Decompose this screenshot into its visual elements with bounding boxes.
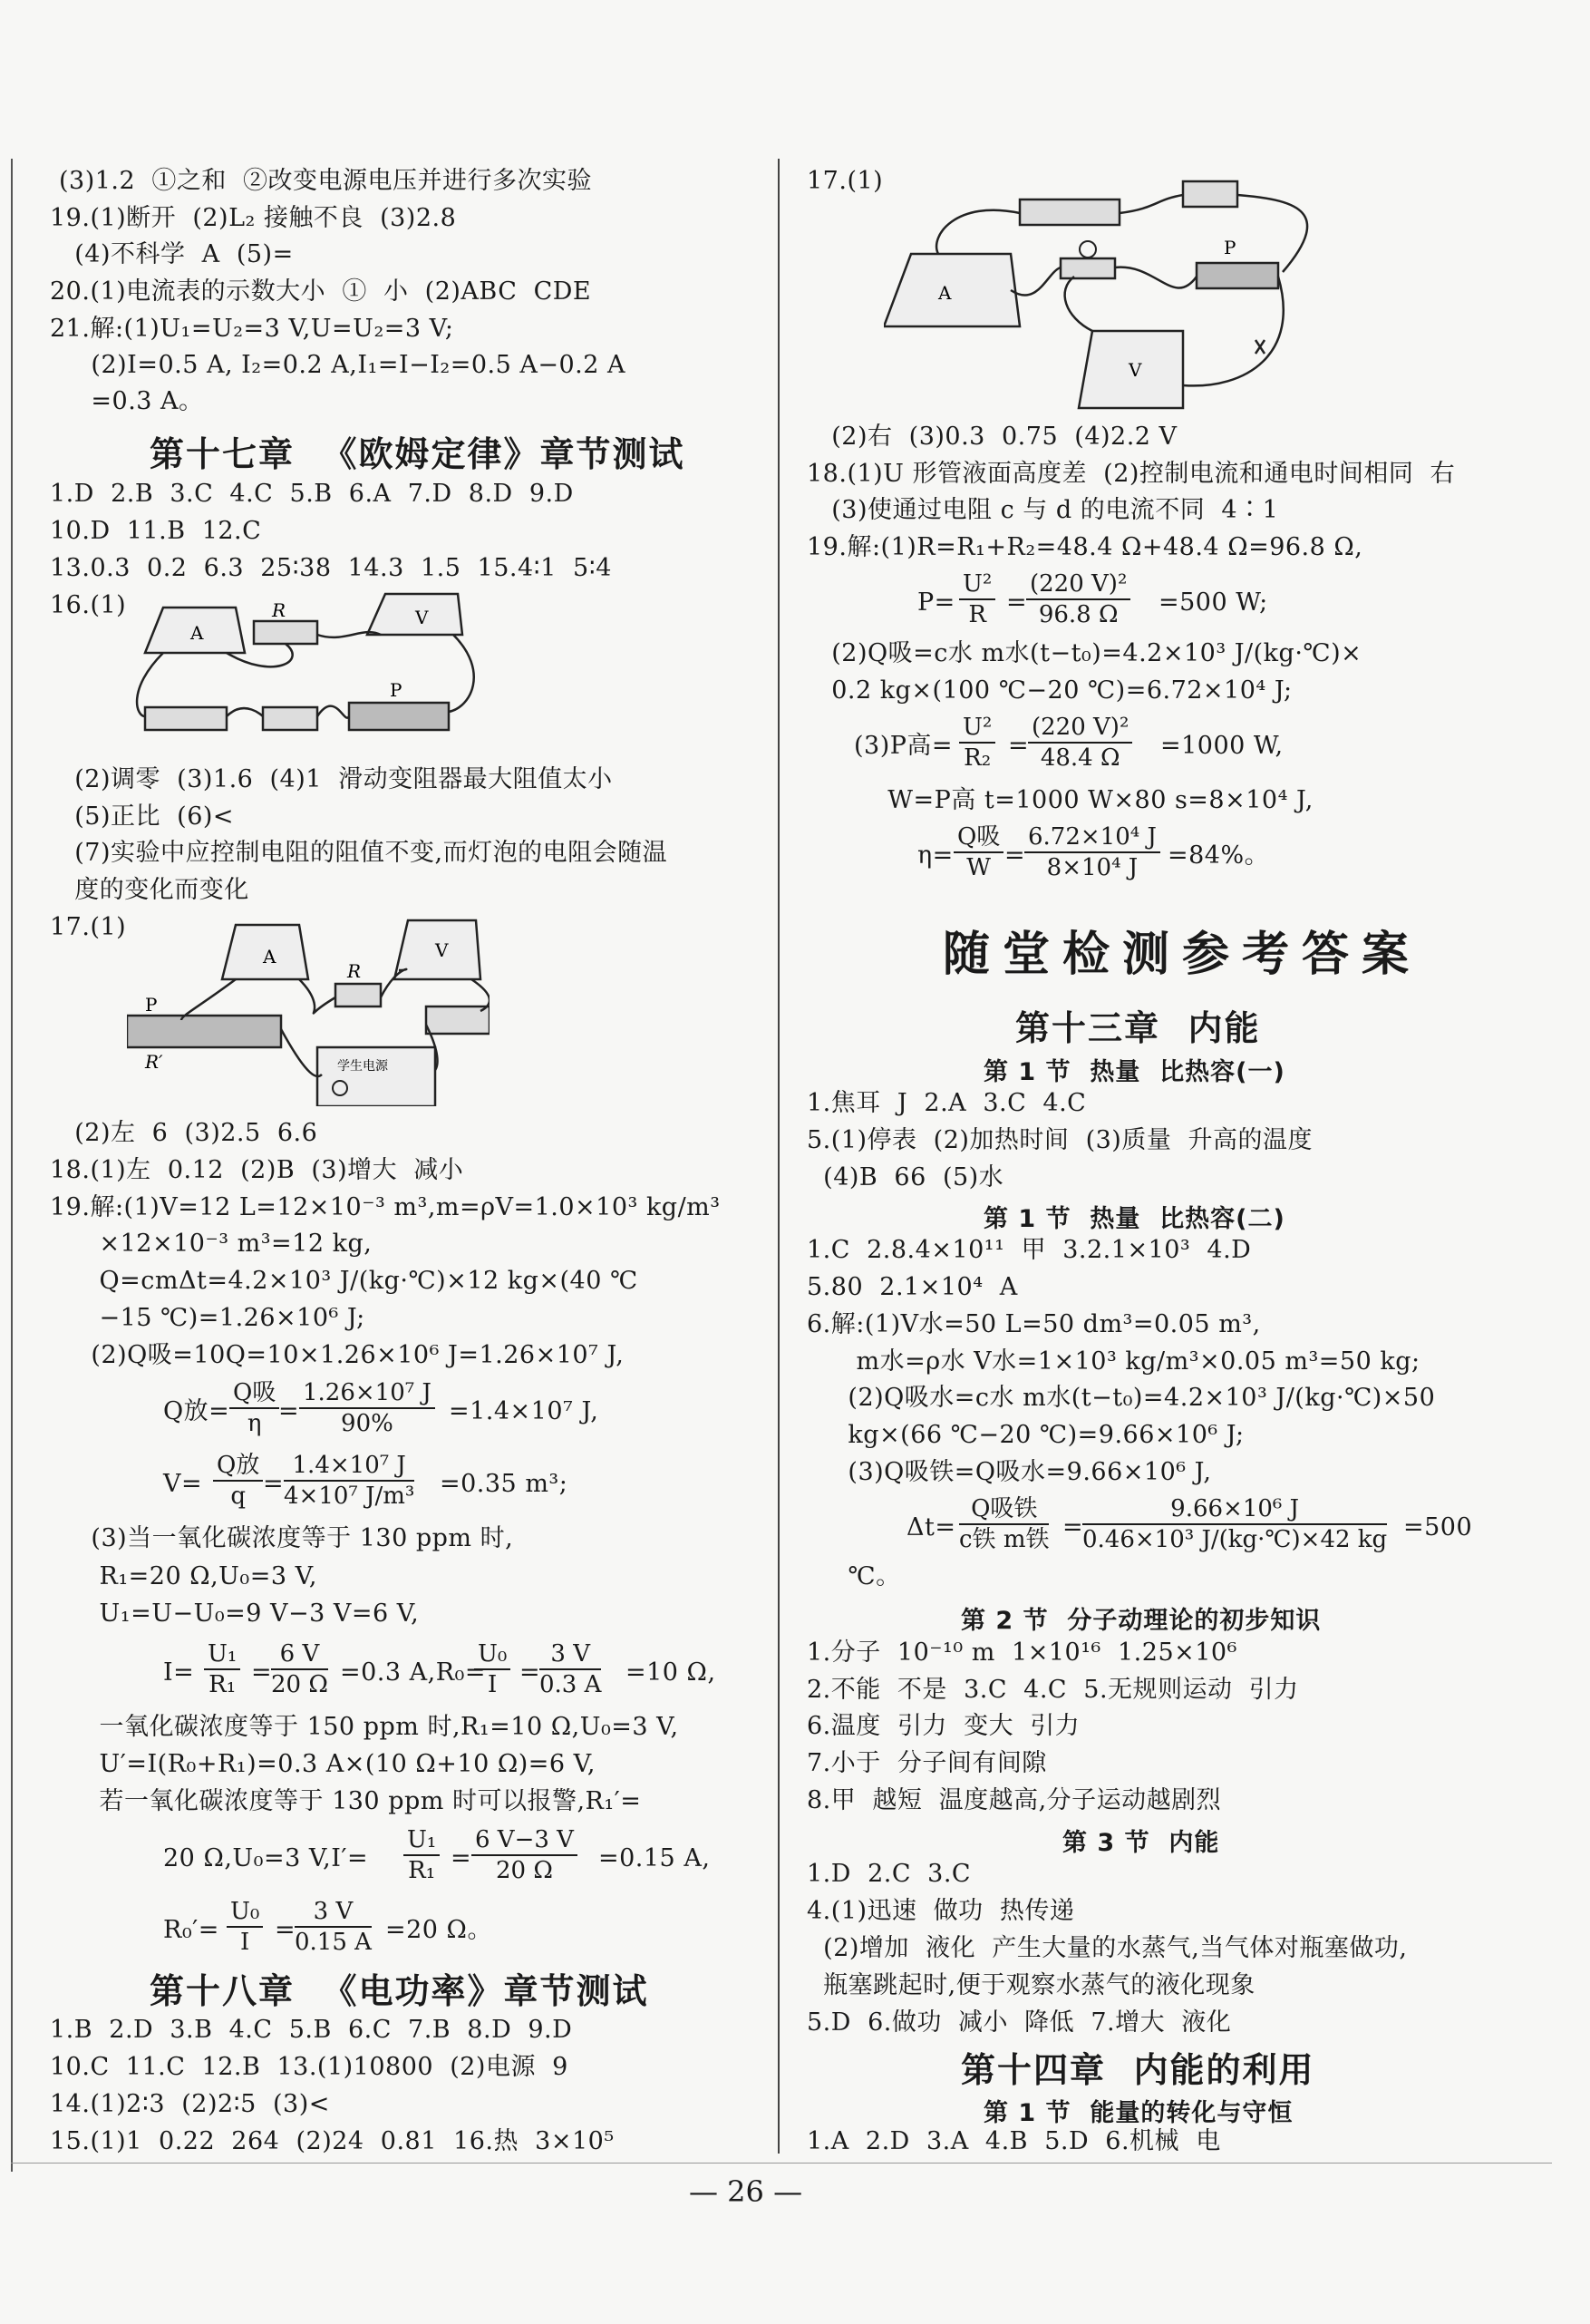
column-divider bbox=[778, 159, 780, 2154]
section-title: 第 1 节 能量的转化与守恒 bbox=[984, 2099, 1294, 2127]
page-title: 随堂检测参考答案 bbox=[943, 927, 1422, 982]
answer-line: 19.(1)断开 (2)L₂ 接触不良 (3)2.8 bbox=[50, 204, 457, 232]
circuit-figure-17 bbox=[127, 916, 490, 1106]
answer-line: 4.(1)迅速 做功 热传递 bbox=[807, 1897, 1075, 1925]
resistor-label: R bbox=[272, 599, 286, 621]
section-title: 第 1 节 热量 比热容(二) bbox=[984, 1205, 1285, 1233]
answer-line: ×12×10⁻³ m³=12 kg, bbox=[50, 1230, 373, 1258]
answer-line: 7.小于 分子间有间隙 bbox=[807, 1749, 1047, 1777]
chapter-13-title: 第十三章 内能 bbox=[1015, 1008, 1261, 1048]
chapter-14-title: 第十四章 内能的利用 bbox=[961, 2050, 1315, 2090]
answer-line: U₁=U−U₀=9 V−3 V=6 V, bbox=[50, 1600, 420, 1628]
section-title: 第 3 节 内能 bbox=[1062, 1829, 1220, 1857]
footer-rule bbox=[11, 2163, 1552, 2164]
answer-line: 1.D 2.C 3.C bbox=[807, 1860, 972, 1888]
answer-line: (2)调零 (3)1.6 (4)1 滑动变阻器最大阻值太小 bbox=[50, 765, 613, 793]
answer-line: (3)使通过电阻 c 与 d 的电流不同 4∶1 bbox=[807, 496, 1279, 524]
answer-line: 10.D 11.B 12.C bbox=[50, 517, 262, 545]
voltmeter-label: V bbox=[1129, 359, 1142, 381]
answer-line: 0.2 kg×(100 ℃−20 ℃)=6.72×10⁴ J; bbox=[807, 676, 1293, 705]
ammeter-label: A bbox=[190, 622, 204, 644]
answer-line: (2)左 6 (3)2.5 6.6 bbox=[50, 1119, 318, 1147]
answer-line: 10.C 11.C 12.B 13.(1)10800 (2)电源 9 bbox=[50, 2053, 568, 2081]
voltmeter-label: V bbox=[435, 939, 449, 961]
answer-line: (3)当一氧化碳浓度等于 130 ppm 时, bbox=[50, 1524, 514, 1552]
rheostat-label: R′ bbox=[145, 1051, 163, 1073]
answer-line: 2.不能 不是 3.C 4.C 5.无规则运动 引力 bbox=[807, 1676, 1299, 1704]
answer-line: 1.C 2.8.4×10¹¹ 甲 3.2.1×10³ 4.D bbox=[807, 1236, 1252, 1264]
answer-line: W=P高 t=1000 W×80 s=8×10⁴ J, bbox=[863, 786, 1314, 814]
answer-line: 19.解:(1)V=12 L=12×10⁻³ m³,m=ρV=1.0×10³ kg/m³ bbox=[50, 1193, 721, 1221]
answer-line: (2)Q吸=10Q=10×1.26×10⁶ J=1.26×10⁷ J, bbox=[50, 1341, 625, 1369]
answer-line: 5.D 6.做功 减小 降低 7.增大 液化 bbox=[807, 2008, 1232, 2037]
chapter-18-title: 第十八章 《电功率》章节测试 bbox=[150, 1971, 649, 2011]
answer-line: 瓶塞跳起时,便于观察水蒸气的液化现象 bbox=[807, 1971, 1256, 1999]
answer-line: R₁=20 Ω,U₀=3 V, bbox=[50, 1562, 318, 1590]
answer-line: =0.3 A。 bbox=[50, 387, 204, 415]
answer-line: Q=cmΔt=4.2×10³ J/(kg·℃)×12 kg×(40 ℃ bbox=[50, 1267, 638, 1295]
answer-line: 5.(1)停表 (2)加热时间 (3)质量 升高的温度 bbox=[807, 1126, 1313, 1154]
answer-line: 17.(1) bbox=[50, 913, 127, 941]
answer-line: (3)Q吸铁=Q吸水=9.66×10⁶ J, bbox=[807, 1458, 1212, 1486]
answer-line: −15 ℃)=1.26×10⁶ J; bbox=[50, 1304, 365, 1332]
answer-line: 20.(1)电流表的示数大小 ① 小 (2)ABC CDE bbox=[50, 277, 592, 306]
section-title: 第 2 节 分子动理论的初步知识 bbox=[961, 1607, 1322, 1635]
answer-line: 6.温度 引力 变大 引力 bbox=[807, 1712, 1081, 1740]
power-supply-label: 学生电源 bbox=[337, 1059, 388, 1074]
answer-line: (3)1.2 ①之和 ②改变电源电压并进行多次实验 bbox=[59, 167, 593, 195]
circuit-figure-16 bbox=[127, 589, 490, 744]
answer-line: (4)不科学 A (5)= bbox=[50, 240, 294, 268]
ammeter-label: A bbox=[263, 946, 276, 968]
answer-line: 21.解:(1)U₁=U₂=3 V,U=U₂=3 V; bbox=[50, 315, 454, 343]
answer-line: 17.(1) bbox=[807, 167, 884, 195]
answer-line: 15.(1)1 0.22 264 (2)24 0.81 16.热 3×10⁵ bbox=[50, 2127, 615, 2155]
voltmeter-label: V bbox=[415, 607, 429, 628]
answer-line: 18.(1)左 0.12 (2)B (3)增大 减小 bbox=[50, 1156, 464, 1184]
answer-line: (2)Q吸水=c水 m水(t−t₀)=4.2×10³ J/(kg·℃)×50 bbox=[807, 1384, 1436, 1412]
slider-label: P bbox=[1224, 237, 1236, 258]
answer-line: 16.(1) bbox=[50, 591, 127, 619]
answer-line: (2)I=0.5 A, I₂=0.2 A,I₁=I−I₂=0.5 A−0.2 A bbox=[50, 351, 626, 379]
answer-line: 若一氧化碳浓度等于 130 ppm 时可以报警,R₁′= bbox=[50, 1787, 642, 1815]
answer-line: (5)正比 (6)< bbox=[50, 802, 235, 831]
answer-line: U′=I(R₀+R₁)=0.3 A×(10 Ω+10 Ω)=6 V, bbox=[50, 1750, 596, 1778]
answer-line: m水=ρ水 V水=1×10³ kg/m³×0.05 m³=50 kg; bbox=[807, 1347, 1420, 1376]
answer-line: (2)Q吸=c水 m水(t−t₀)=4.2×10³ J/(kg·℃)× bbox=[807, 639, 1362, 667]
answer-line: 一氧化碳浓度等于 150 ppm 时,R₁=10 Ω,U₀=3 V, bbox=[50, 1713, 679, 1741]
answer-line: (4)B 66 (5)水 bbox=[807, 1163, 1004, 1191]
answer-line: kg×(66 ℃−20 ℃)=9.66×10⁶ J; bbox=[807, 1421, 1245, 1449]
answer-line: 5.80 2.1×10⁴ A bbox=[807, 1273, 1018, 1301]
answer-line: 度的变化而变化 bbox=[50, 876, 249, 904]
page-number: — 26 — bbox=[689, 2174, 803, 2209]
answer-line: 1.A 2.D 3.A 4.B 5.D 6.机械 电 bbox=[807, 2127, 1221, 2155]
slider-label: P bbox=[145, 994, 158, 1016]
answer-line: (7)实验中应控制电阻的阻值不变,而灯泡的电阻会随温 bbox=[50, 839, 668, 867]
section-title: 第 1 节 热量 比热容(一) bbox=[984, 1058, 1285, 1086]
ammeter-label: A bbox=[938, 282, 952, 304]
answer-line: 6.解:(1)V水=50 L=50 dm³=0.05 m³, bbox=[807, 1310, 1261, 1338]
answer-line: 1.分子 10⁻¹⁰ m 1×10¹⁶ 1.25×10⁶ bbox=[807, 1638, 1237, 1667]
answer-line: 1.B 2.D 3.B 4.C 5.B 6.C 7.B 8.D 9.D bbox=[50, 2016, 573, 2044]
circuit-figure-17-right bbox=[884, 172, 1391, 417]
answer-line: (2)增加 液化 产生大量的水蒸气,当气体对瓶塞做功, bbox=[807, 1934, 1408, 1962]
answer-line: (2)右 (3)0.3 0.75 (4)2.2 V bbox=[807, 423, 1178, 451]
answer-line: 14.(1)2∶3 (2)2∶5 (3)< bbox=[50, 2090, 330, 2118]
answer-line: 1.焦耳 J 2.A 3.C 4.C bbox=[807, 1089, 1087, 1117]
answer-line: 13.0.3 0.2 6.3 25∶38 14.3 1.5 15.4∶1 5∶4 bbox=[50, 554, 612, 582]
answer-line: 18.(1)U 形管液面高度差 (2)控制电流和通电时间相同 右 bbox=[807, 460, 1456, 488]
chapter-17-title: 第十七章 《欧姆定律》章节测试 bbox=[150, 434, 685, 474]
resistor-label: R bbox=[347, 960, 362, 982]
answer-line: 1.D 2.B 3.C 4.C 5.B 6.A 7.D 8.D 9.D bbox=[50, 480, 574, 508]
answer-line: 8.甲 越短 温度越高,分子运动越剧烈 bbox=[807, 1786, 1222, 1814]
answer-line: ℃。 bbox=[807, 1562, 901, 1590]
answer-line: 19.解:(1)R=R₁+R₂=48.4 Ω+48.4 Ω=96.8 Ω, bbox=[807, 533, 1363, 561]
left-edge-rule bbox=[11, 159, 13, 2172]
slider-label: P bbox=[390, 679, 402, 701]
